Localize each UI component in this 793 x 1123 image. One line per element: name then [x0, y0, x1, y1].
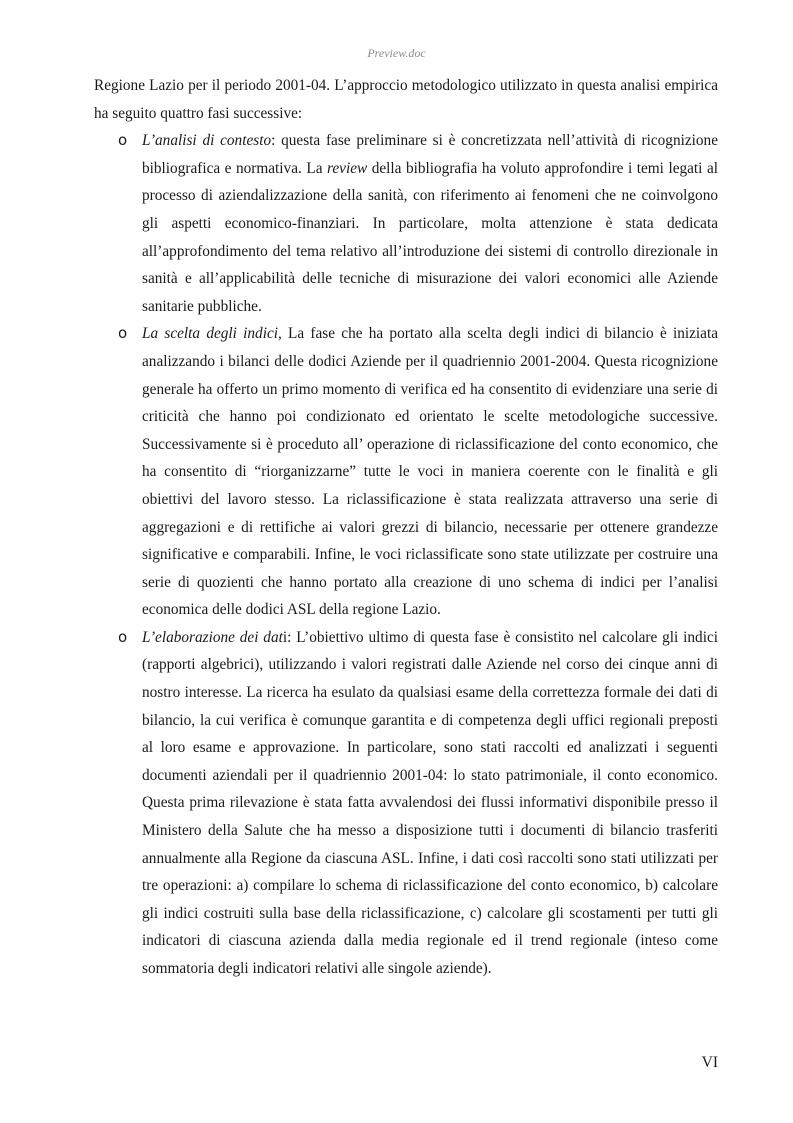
- item-text: , La fase che ha portato alla scelta degli indici di bilancio è iniziata analizzando i bilanci delle dodici Aziende per il quadriennio 2001-2004. Questa ricognizione generale ha offerto un primo momento di verifica ed ha consentito di evidenziare una serie di criticità che hanno poi condizionato ed orientato le scelte metodologiche successive. Successivamente si è proceduto all’ operazione di riclassificazione del conto economico, che ha consentito di “riorganizzarne” tutte le voci in maniera coerente con le finalità e gli obiettivi del lavoro stesso. La riclassificazione è stata realizzata attraverso una serie di aggregazioni e di rettifiche ai valori grezzi di bilancio, necessarie per ottenere grandezze significative e comparabili. Infine, le voci riclassificate sono state utilizzate per costruire una serie di quozienti che hanno portato alla creazione di uno schema di indici per l’analisi economica delle dodici ASL della regione Lazio.: [142, 325, 718, 619]
- document-header: Preview.doc: [367, 46, 426, 60]
- page-number: VI: [701, 1054, 718, 1071]
- list-item: [94, 127, 718, 320]
- document-body: [94, 72, 718, 983]
- bullet-marker: o: [118, 627, 128, 646]
- item-text: i: L’obiettivo ultimo di questa fase è consistito nel calcolare gli indici (rapporti algebrici), utilizzando i valori registrati dalle Aziende nel corso dei cinque anni di nostro interesse. La ricerca ha esulato da qualsiasi esame della correttezza formale dei dati di bilancio, la cui verifica è comunque garantita e di competenza degli uffici regionali preposti al loro esame e approvazione. In particolare, sono stati raccolti ed analizzati i seguenti documenti aziendali per il quadriennio 2001-04: lo stato patrimoniale, il conto economico. Questa prima rilevazione è stata fatta avvalendosi dei flussi informativi disponibile presso il Ministero della Salute che ha messo a disposizione tutti i documenti di bilancio trasferiti annualmente alla Regione da ciascuna ASL. Infine, i dati così raccolti sono stati utilizzati per tre operazioni: a) compilare lo schema di riclassificazione del conto economico, b) calcolare gli indici costruiti sulla base della riclassificazione, c) calcolare gli scostamenti per tutti gli indicatori di ciascuna azienda dalla media regionale ed il trend regionale (inteso come sommatoria degli indicatori relativi alle singole aziende).: [142, 628, 719, 977]
- bullet-marker: o: [118, 131, 128, 150]
- item-emphasis: review: [327, 159, 368, 177]
- list-item: [94, 320, 718, 624]
- item-text: della bibliografia ha voluto approfondire i temi legati al processo di aziendalizzazione della sanità, con riferimento ai fenomeni che ne coinvolgono gli aspetti economico-finanziari. In particolare, molta attenzione è stata dedicata all’approfondimento del tema relativo all’introduzione dei sistemi di controllo direzionale in sanità e all’applicabilità delle tecniche di misurazione dei valori economici alle Aziende sanitarie pubbliche.: [142, 159, 718, 315]
- item-title: L’analisi di contesto: [142, 132, 272, 150]
- phase-list: [94, 127, 718, 982]
- intro-paragraph: Regione Lazio per il periodo 2001-04. L’approccio metodologico utilizzato in questa analisi empirica ha seguito quattro fasi successive:: [94, 77, 718, 122]
- bullet-marker: o: [118, 324, 128, 343]
- item-title: L’elaborazione dei dat: [142, 628, 283, 646]
- item-text: : questa fase preliminare si è concretizzata nell’attività di ricognizione bibliografica e normativa. La: [142, 132, 718, 177]
- list-item: [94, 624, 718, 983]
- item-title: La scelta degli indici: [142, 325, 278, 343]
